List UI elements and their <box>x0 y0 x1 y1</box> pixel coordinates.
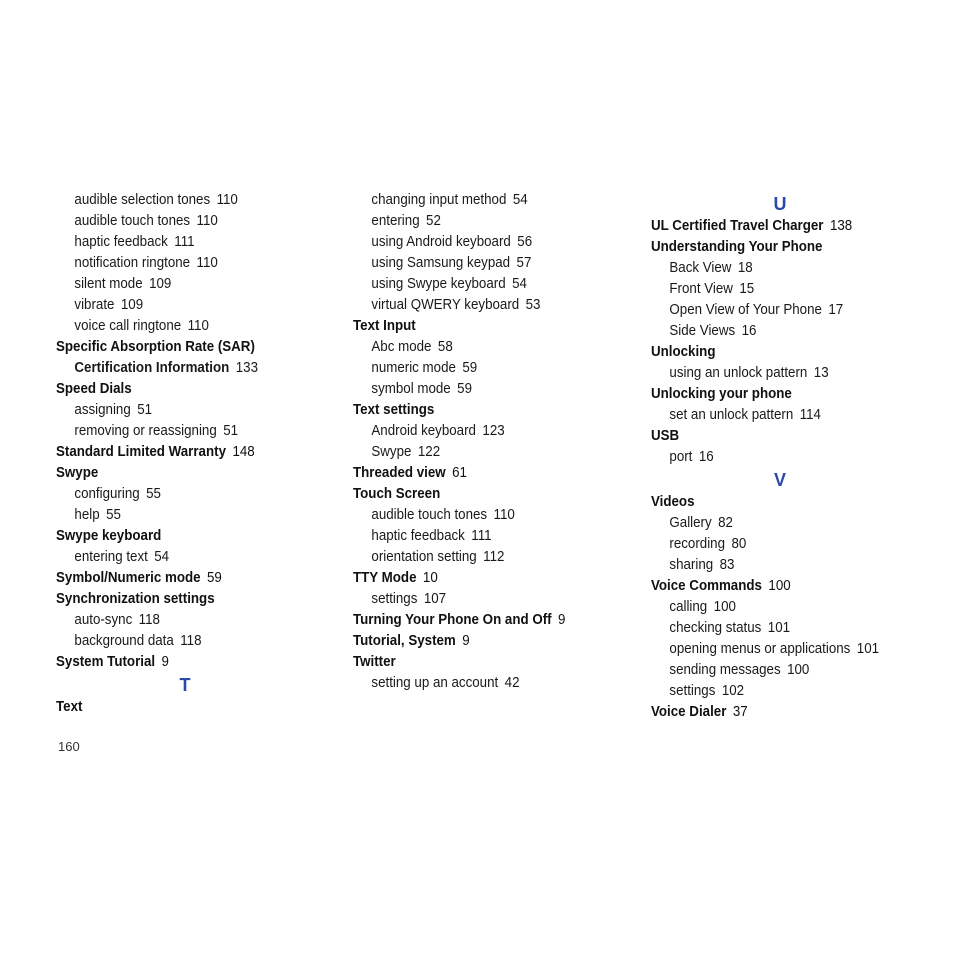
entry-term: calling <box>669 599 708 615</box>
index-column-2 <box>353 190 633 694</box>
entry-term: setting up an account <box>371 675 499 691</box>
index-subentry <box>56 358 314 379</box>
index-entry <box>56 442 314 463</box>
entry-term: haptic feedback <box>371 528 465 544</box>
entry-page-number: 110 <box>493 507 515 523</box>
index-entry <box>651 492 909 513</box>
index-entry <box>353 484 611 505</box>
index-subentry <box>353 589 611 610</box>
entry-term: UL Certified Travel Charger <box>651 218 824 234</box>
index-subentry <box>353 232 611 253</box>
index-subentry <box>56 547 314 568</box>
index-entry <box>651 702 909 723</box>
entry-page-number: 53 <box>525 297 541 313</box>
entry-page-number: 51 <box>223 423 239 439</box>
entry-page-number: 54 <box>512 276 527 292</box>
entry-page-number: 18 <box>737 260 753 276</box>
entry-page-number: 61 <box>452 465 467 481</box>
entry-page-number: 110 <box>196 255 218 271</box>
index-subentry <box>651 534 909 555</box>
entry-page-number: 15 <box>739 281 755 297</box>
entry-page-number: 9 <box>161 654 169 670</box>
entry-term: vibrate <box>74 297 115 313</box>
entry-page-number: 42 <box>504 675 520 691</box>
index-subentry <box>651 660 909 681</box>
entry-term: notification ringtone <box>74 255 191 271</box>
entry-term: audible touch tones <box>74 213 191 229</box>
index-entry <box>353 316 611 337</box>
index-subentry <box>56 211 314 232</box>
index-subentry <box>353 211 611 232</box>
entry-page-number: 59 <box>206 570 222 586</box>
entry-page-number: 10 <box>422 570 438 586</box>
entry-term: Threaded view <box>353 465 446 481</box>
entry-term: Tutorial, System <box>353 633 456 649</box>
entry-page-number: 9 <box>558 612 566 628</box>
index-subentry <box>56 400 314 421</box>
entry-term: Android keyboard <box>371 423 476 439</box>
entry-term: using Samsung keypad <box>371 255 511 271</box>
entry-term: Text settings <box>353 402 435 418</box>
entry-term: Videos <box>651 494 695 510</box>
entry-term: symbol mode <box>371 381 451 397</box>
index-entry <box>651 342 909 363</box>
index-entry <box>56 463 314 484</box>
index-subentry <box>56 232 314 253</box>
entry-term: Swype keyboard <box>56 528 162 544</box>
index-subentry <box>353 295 611 316</box>
entry-term: USB <box>651 428 680 444</box>
index-subentry <box>651 279 909 300</box>
entry-page-number: 37 <box>732 704 748 720</box>
entry-term: Turning Your Phone On and Off <box>353 612 552 628</box>
entry-page-number: 59 <box>457 381 473 397</box>
entry-page-number: 111 <box>174 234 195 250</box>
entry-term: settings <box>669 683 716 699</box>
entry-term: checking status <box>669 620 762 636</box>
entry-term: Understanding Your Phone <box>651 239 823 255</box>
entry-term: entering text <box>74 549 148 565</box>
entry-term: System Tutorial <box>56 654 156 670</box>
index-subentry <box>353 337 611 358</box>
index-subentry <box>353 190 611 211</box>
entry-term: Swype <box>56 465 99 481</box>
entry-term: Back View <box>669 260 732 276</box>
entry-page-number: 118 <box>180 633 202 649</box>
index-entry <box>353 568 611 589</box>
index-entry <box>56 652 314 673</box>
entry-term: virtual QWERY keyboard <box>371 297 520 313</box>
entry-term: sending messages <box>669 662 781 678</box>
entry-term: Specific Absorption Rate (SAR) <box>56 339 255 355</box>
index-entry <box>56 379 314 400</box>
index-subentry <box>651 258 909 279</box>
index-subentry <box>56 316 314 337</box>
entry-term: using an unlock pattern <box>669 365 808 381</box>
index-subentry <box>56 484 314 505</box>
entry-page-number: 54 <box>512 192 528 208</box>
index-subentry <box>353 673 611 694</box>
index-entry <box>353 400 611 421</box>
entry-term: Swype <box>371 444 412 460</box>
index-subentry <box>353 505 611 526</box>
entry-page-number: 110 <box>216 192 238 208</box>
entry-term: Unlocking <box>651 344 716 360</box>
entry-term: using Android keyboard <box>371 234 511 250</box>
entry-page-number: 16 <box>698 449 714 465</box>
index-subentry <box>651 639 909 660</box>
entry-page-number: 111 <box>471 528 492 544</box>
entry-page-number: 109 <box>149 276 172 292</box>
index-entry <box>353 610 611 631</box>
index-subentry <box>353 379 611 400</box>
entry-page-number: 138 <box>829 218 853 234</box>
entry-page-number: 114 <box>799 407 821 423</box>
page-number: 160 <box>58 739 80 754</box>
entry-page-number: 13 <box>813 365 829 381</box>
entry-page-number: 9 <box>462 633 470 649</box>
index-subentry <box>651 300 909 321</box>
entry-page-number: 112 <box>483 549 505 565</box>
index-subentry <box>353 358 611 379</box>
entry-page-number: 110 <box>196 213 218 229</box>
index-subentry <box>651 597 909 618</box>
entry-term: help <box>74 507 100 523</box>
entry-term: settings <box>371 591 418 607</box>
index-entry <box>56 526 314 547</box>
index-subentry <box>353 253 611 274</box>
index-subentry <box>651 618 909 639</box>
entry-page-number: 55 <box>106 507 121 523</box>
entry-term: Front View <box>669 281 733 297</box>
index-subentry <box>651 363 909 384</box>
entry-term: changing input method <box>371 192 507 208</box>
index-subentry <box>651 513 909 534</box>
section-letter: U <box>773 194 787 214</box>
entry-term: entering <box>371 213 420 229</box>
entry-term: sharing <box>669 557 714 573</box>
index-subentry <box>56 421 314 442</box>
index-subentry <box>353 547 611 568</box>
index-subentry <box>353 442 611 463</box>
entry-term: Open View of Your Phone <box>669 302 822 318</box>
index-subentry <box>56 631 314 652</box>
entry-term: orientation setting <box>371 549 477 565</box>
entry-page-number: 100 <box>787 662 810 678</box>
entry-term: silent mode <box>74 276 143 292</box>
entry-page-number: 57 <box>516 255 532 271</box>
entry-page-number: 102 <box>721 683 745 699</box>
entry-term: TTY Mode <box>353 570 417 586</box>
index-entry <box>651 426 909 447</box>
entry-page-number: 107 <box>423 591 447 607</box>
entry-term: numeric mode <box>371 360 456 376</box>
index-subentry <box>56 295 314 316</box>
index-entry <box>56 589 314 610</box>
entry-page-number: 54 <box>154 549 170 565</box>
index-subentry <box>56 253 314 274</box>
index-subentry <box>353 526 611 547</box>
entry-page-number: 83 <box>719 557 735 573</box>
index-entry <box>651 216 909 237</box>
index-entry <box>56 337 314 358</box>
entry-term: Speed Dials <box>56 381 132 397</box>
entry-term: Certification Information <box>74 360 230 376</box>
entry-page-number: 100 <box>713 599 736 615</box>
index-column-1 <box>56 190 336 718</box>
entry-page-number: 80 <box>731 536 747 552</box>
entry-page-number: 51 <box>137 402 153 418</box>
entry-term: Standard Limited Warranty <box>56 444 226 460</box>
entry-page-number: 101 <box>856 641 880 657</box>
entry-page-number: 16 <box>741 323 757 339</box>
entry-term: auto-sync <box>74 612 133 628</box>
entry-page-number: 17 <box>828 302 844 318</box>
index-entry <box>651 237 909 258</box>
entry-term: Gallery <box>669 515 712 531</box>
entry-term: removing or reassigning <box>74 423 217 439</box>
entry-page-number: 122 <box>417 444 441 460</box>
entry-page-number: 118 <box>138 612 160 628</box>
entry-term: configuring <box>74 486 140 502</box>
index-subentry <box>353 421 611 442</box>
index-entry <box>56 697 314 718</box>
entry-term: Voice Commands <box>651 578 762 594</box>
entry-term: port <box>669 449 693 465</box>
section-letter: V <box>773 470 786 490</box>
index-subentry <box>651 405 909 426</box>
index-subentry <box>353 274 611 295</box>
entry-term: assigning <box>74 402 131 418</box>
entry-term: Unlocking your phone <box>651 386 792 402</box>
entry-term: set an unlock pattern <box>669 407 794 423</box>
entry-page-number: 133 <box>235 360 259 376</box>
index-subentry <box>56 190 314 211</box>
entry-page-number: 56 <box>517 234 533 250</box>
entry-page-number: 100 <box>768 578 791 594</box>
entry-term: Symbol/Numeric mode <box>56 570 201 586</box>
index-subentry <box>56 505 314 526</box>
entry-page-number: 55 <box>146 486 161 502</box>
entry-term: audible touch tones <box>371 507 488 523</box>
entry-page-number: 123 <box>482 423 505 439</box>
entry-page-number: 52 <box>426 213 441 229</box>
entry-term: Synchronization settings <box>56 591 215 607</box>
index-entry <box>353 631 611 652</box>
entry-page-number: 101 <box>767 620 791 636</box>
entry-term: recording <box>669 536 726 552</box>
index-entry <box>651 576 909 597</box>
index-entry <box>56 568 314 589</box>
index-entry <box>651 384 909 405</box>
entry-term: Voice Dialer <box>651 704 727 720</box>
index-subentry <box>651 681 909 702</box>
index-subentry <box>651 555 909 576</box>
entry-term: haptic feedback <box>74 234 168 250</box>
index-subentry <box>56 274 314 295</box>
index-entry <box>353 463 611 484</box>
entry-term: Abc mode <box>371 339 432 355</box>
entry-page-number: 82 <box>718 515 733 531</box>
entry-term: Touch Screen <box>353 486 441 502</box>
entry-term: Text <box>56 699 83 715</box>
section-letter: T <box>179 675 191 695</box>
entry-term: voice call ringtone <box>74 318 182 334</box>
entry-page-number: 148 <box>232 444 255 460</box>
entry-term: Text Input <box>353 318 416 334</box>
entry-page-number: 109 <box>120 297 144 313</box>
entry-term: using Swype keyboard <box>371 276 506 292</box>
entry-page-number: 59 <box>462 360 478 376</box>
entry-term: Side Views <box>669 323 736 339</box>
index-subentry <box>651 447 909 468</box>
index-subentry <box>651 321 909 342</box>
entry-term: audible selection tones <box>74 192 211 208</box>
entry-page-number: 110 <box>187 318 209 334</box>
entry-term: opening menus or applications <box>669 641 851 657</box>
index-subentry <box>56 610 314 631</box>
entry-term: background data <box>74 633 174 649</box>
entry-term: Twitter <box>353 654 396 670</box>
entry-page-number: 58 <box>437 339 453 355</box>
index-column-3 <box>651 192 931 723</box>
index-entry <box>353 652 611 673</box>
